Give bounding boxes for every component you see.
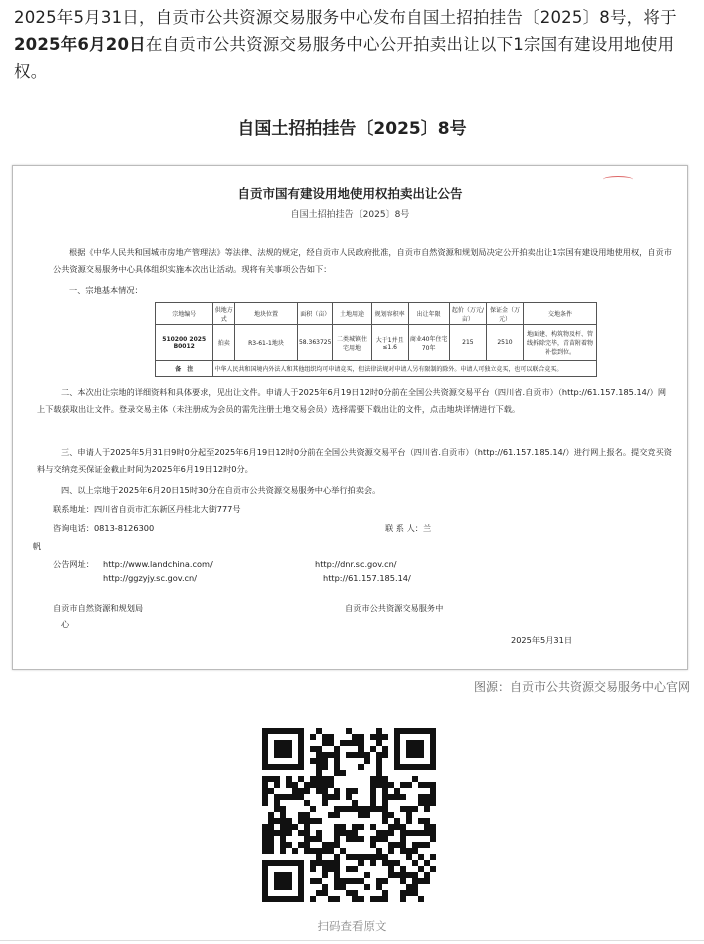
parcel-table [155,302,597,377]
notice-contact: 联 系 人：兰 [385,523,432,533]
th-use: 土地用途 [333,303,371,325]
th-far: 规划容积率 [371,303,408,325]
th-deposit: 保证金（万元） [487,303,524,325]
th-area: 面积（亩） [297,303,332,325]
notice-sign1: 自贡市自然资源和规划局 [53,603,144,613]
td-use: 二类城镇住宅用地 [333,325,371,361]
divider [0,940,704,941]
notice-site3: http://ggzyjy.sc.gov.cn/ [103,573,198,583]
notice-site4: http://61.157.185.14/ [323,573,411,583]
td-supply: 拍卖 [213,325,235,361]
notice-phone: 咨询电话：0813-8126300 [53,523,155,533]
th-location: 地块位置 [234,303,297,325]
th-supply: 供地方式 [213,303,235,325]
image-source: 图源：自贡市公共资源交易服务中心官网 [473,680,690,694]
notice-date: 2025年5月31日 [511,635,573,645]
notice-site1: http://www.landchina.com/ [103,559,213,569]
notice-address: 联系地址：四川省自贡市汇东新区丹桂北大街777号 [53,504,241,514]
notice-subtitle: 自国土招拍挂告〔2025〕8号 [290,210,410,220]
notice-section1: 一、宗地基本情况： [69,285,143,295]
qr-code-icon[interactable] [262,728,436,902]
notice-para2: 二、本次出让宗地的详细资料和具体要求，见出让文件。申请人于2025年6月19日12时0分前在全国公共资源交易平台（四川省.自贡市）（http://61.157.185.14/）网上下载获取出让文件。登录交易主体（未注册成为会员的需先注册土地交易会员）选择需要下载出让的文件，点击地块详情进行下载。 [37,387,667,414]
notice-site-label: 公告网址： [53,559,94,569]
th-parcel-no: 宗地编号 [156,303,213,325]
th-term: 出让年限 [408,303,449,325]
td-note-label: 备 注 [156,361,213,377]
notice-image [12,165,688,670]
td-far: 大于1并且≤1.6 [371,325,408,361]
notice-para1: 根据《中华人民共和国城市房地产管理法》等法律、法规的规定，经自贡市人民政府批准，自贡市自然资源和规划局决定公开拍卖出让1宗国有建设用地使用权，自贡市公共资源交易服务中心具体组织实施本次出让活动。现将有关事项公告如下： [53,247,672,274]
td-price: 215 [449,325,486,361]
intro-paragraph [14,4,690,85]
td-term: 商业40年住宅70年 [408,325,449,361]
intro-date: 2025年6月20日 [14,35,146,54]
th-price: 起价（万元/亩） [449,303,486,325]
intro-part2: 在自贡市公共资源交易服务中心公开拍卖出让以下1宗国有建设用地使用权。 [14,35,675,81]
notice-para3: 三、申请人于2025年5月31日9时0分起至2025年6月19日12时0分前在全国公共资源交易平台（四川省.自贡市）（http://61.157.185.14/）进行网上报名。提交竞买资料与交纳竞买保证金截止时间为2025年6月19日12时0分。 [37,447,672,474]
td-location: R3-61-1地块 [234,325,297,361]
td-area: 58.363725 [297,325,332,361]
notice-sign2: 自贡市公共资源交易服务中 [345,603,444,613]
scan-caption: 扫码查看原文 [317,919,387,933]
notice-contact-cont: 帆 [33,541,42,551]
th-condition: 交地条件 [524,303,597,325]
stamp-mark [603,176,633,183]
notice-para4: 四、以上宗地于2025年6月20日15时30分在自贡市公共资源交易服务中心举行拍卖会。 [61,485,381,495]
td-parcel-no: 510200 2025 B0012 [156,325,213,361]
td-deposit: 2510 [487,325,524,361]
document-title: 自国土招拍挂告〔2025〕8号 [237,119,467,139]
intro-part1: 2025年5月31日，自贡市公共资源交易服务中心发布自国土招拍挂告〔2025〕8号，将于 [14,8,677,27]
notice-site2: http://dnr.sc.gov.cn/ [315,559,397,569]
td-condition: 地面建、构筑物及杆、管线拆除完毕，青苗附着物补偿到位。 [524,325,597,361]
notice-sign2-cont: 心 [61,619,70,629]
notice-title: 自贡市国有建设用地使用权拍卖出让公告 [237,186,463,201]
td-note-text: 中华人民共和国境内外法人和其他组织均可申请竞买，但法律法规对申请人另有限制的除外。申请人可独立竞买，也可以联合竞买。 [213,361,597,377]
